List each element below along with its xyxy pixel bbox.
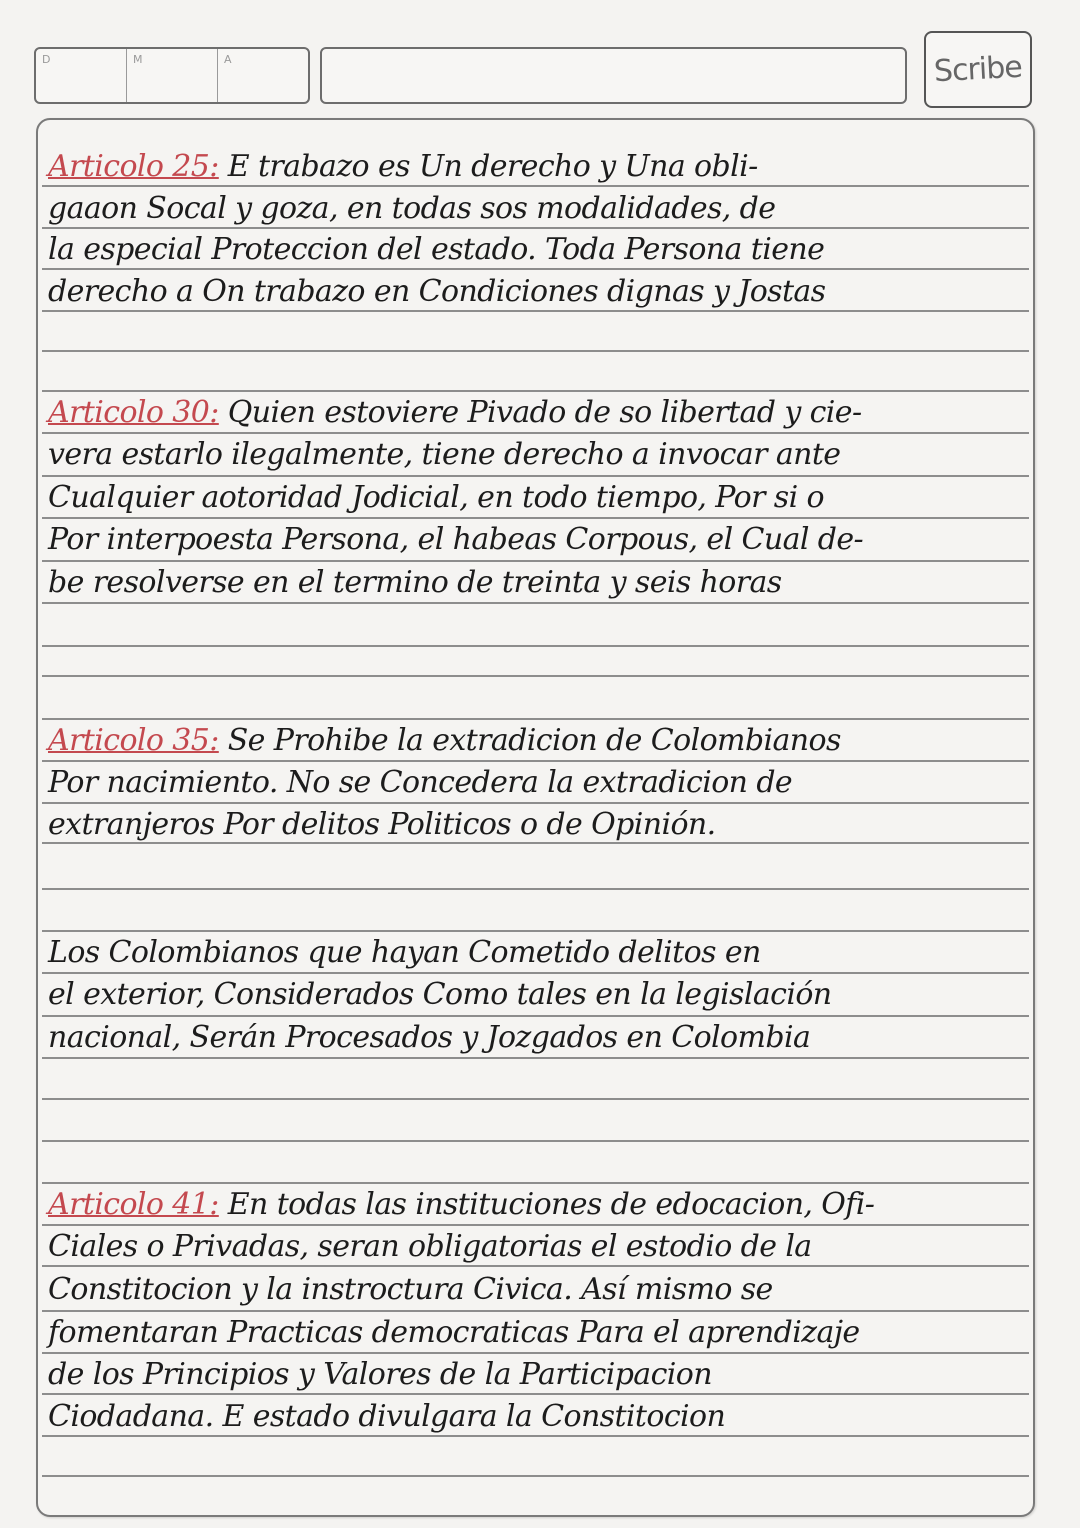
paragraph-2-line-1 — [48, 393, 1025, 433]
line-text: nacional, Serán Procesados y Jozgados en Colombia — [48, 1020, 811, 1055]
line-text: la especial Proteccion del estado. Toda Persona tiene — [48, 232, 825, 267]
paragraph-1-line-4 — [48, 272, 1025, 312]
paragraph-1-line-2 — [48, 189, 1025, 229]
line-text: Por nacimiento. No se Concedera la extradicion de — [48, 765, 793, 800]
paragraph-2-line-2 — [48, 435, 1025, 475]
paragraph-4-line-1 — [48, 933, 1025, 973]
line-text: el exterior, Considerados Como tales en la legislación — [48, 977, 832, 1012]
line-text: gaaon Socal y goza, en todas sos modalidades, de — [48, 191, 776, 226]
date-field — [34, 47, 310, 104]
ruled-line — [42, 645, 1029, 647]
ruled-line — [42, 390, 1029, 392]
line-text: Los Colombianos que hayan Cometido delitos en — [48, 935, 761, 970]
ruled-line — [42, 475, 1029, 477]
day-label: D — [42, 53, 51, 66]
line-text: Ciales o Privadas, seran obligatorias el estodio de la — [48, 1229, 812, 1264]
paragraph-1-line-3 — [48, 230, 1025, 270]
paragraph-5-line-4 — [48, 1313, 1025, 1353]
ruled-line — [42, 1015, 1029, 1017]
paragraph-2-line-3 — [48, 478, 1025, 518]
line-text: Se Prohibe la extradicion de Colombianos — [218, 723, 841, 758]
paragraph-4-line-3 — [48, 1018, 1025, 1058]
line-text: fomentaran Practicas democraticas Para el aprendizaje — [48, 1315, 860, 1350]
logo-text: Scribe — [933, 49, 1023, 90]
ruled-line — [42, 1098, 1029, 1100]
day-cell — [36, 49, 127, 102]
ruled-line — [42, 1140, 1029, 1142]
paragraph-5-line-2 — [48, 1227, 1025, 1267]
line-text: Por interpoesta Persona, el habeas Corpous, el Cual de- — [48, 522, 864, 557]
ruled-line — [42, 930, 1029, 932]
notebook-page — [36, 118, 1035, 1517]
month-label: M — [133, 53, 143, 66]
year-label: A — [224, 53, 232, 66]
ruled-line — [42, 1475, 1029, 1477]
line-text: Constitocion y la instroctura Civica. Así mismo se — [48, 1272, 773, 1307]
paragraph-2-line-5 — [48, 563, 1025, 603]
paragraph-1-line-1 — [48, 147, 1025, 187]
paragraph-3-line-2 — [48, 763, 1025, 803]
line-text: vera estarlo ilegalmente, tiene derecho a invocar ante — [48, 437, 841, 472]
ruled-line — [42, 718, 1029, 720]
line-text: be resolverse en el termino de treinta y seis horas — [48, 565, 782, 600]
paragraph-1-heading: Articolo 25: — [48, 149, 219, 184]
month-cell — [127, 49, 218, 102]
line-text: de los Principios y Valores de la Participacion — [48, 1357, 712, 1392]
line-text: extranjeros Por delitos Politicos o de Opinión. — [48, 807, 716, 842]
line-text: Ciodadana. E estado divulgara la Constitocion — [48, 1399, 726, 1434]
paragraph-3-heading: Articolo 35: — [48, 723, 219, 758]
paragraph-5-line-3 — [48, 1270, 1025, 1310]
paragraph-5-line-1 — [48, 1185, 1025, 1225]
paragraph-2-line-4 — [48, 520, 1025, 560]
paragraph-3-line-1 — [48, 721, 1025, 761]
line-text: derecho a On trabazo en Condiciones dignas y Jostas — [48, 274, 826, 309]
paragraph-5-line-5 — [48, 1355, 1025, 1395]
title-field — [320, 47, 907, 104]
line-text: E trabazo es Un derecho y Una obli- — [218, 149, 758, 184]
ruled-line — [42, 560, 1029, 562]
paragraph-2-heading: Articolo 30: — [48, 395, 219, 430]
line-text: Cualquier aotoridad Jodicial, en todo tiempo, Por si o — [48, 480, 824, 515]
ruled-line — [42, 1310, 1029, 1312]
paragraph-4-line-2 — [48, 975, 1025, 1015]
scribe-logo — [924, 31, 1032, 108]
ruled-line — [42, 1182, 1029, 1184]
line-text: Quien estoviere Pivado de so libertad y cie- — [218, 395, 862, 430]
ruled-line — [42, 675, 1029, 677]
ruled-line — [42, 350, 1029, 352]
paragraph-3-line-3 — [48, 805, 1025, 845]
paragraph-5-heading: Articolo 41: — [48, 1187, 219, 1222]
ruled-line — [42, 888, 1029, 890]
year-cell — [218, 49, 308, 102]
paragraph-5-line-6 — [48, 1397, 1025, 1437]
line-text: En todas las instituciones de edocacion, Ofi- — [218, 1187, 875, 1222]
